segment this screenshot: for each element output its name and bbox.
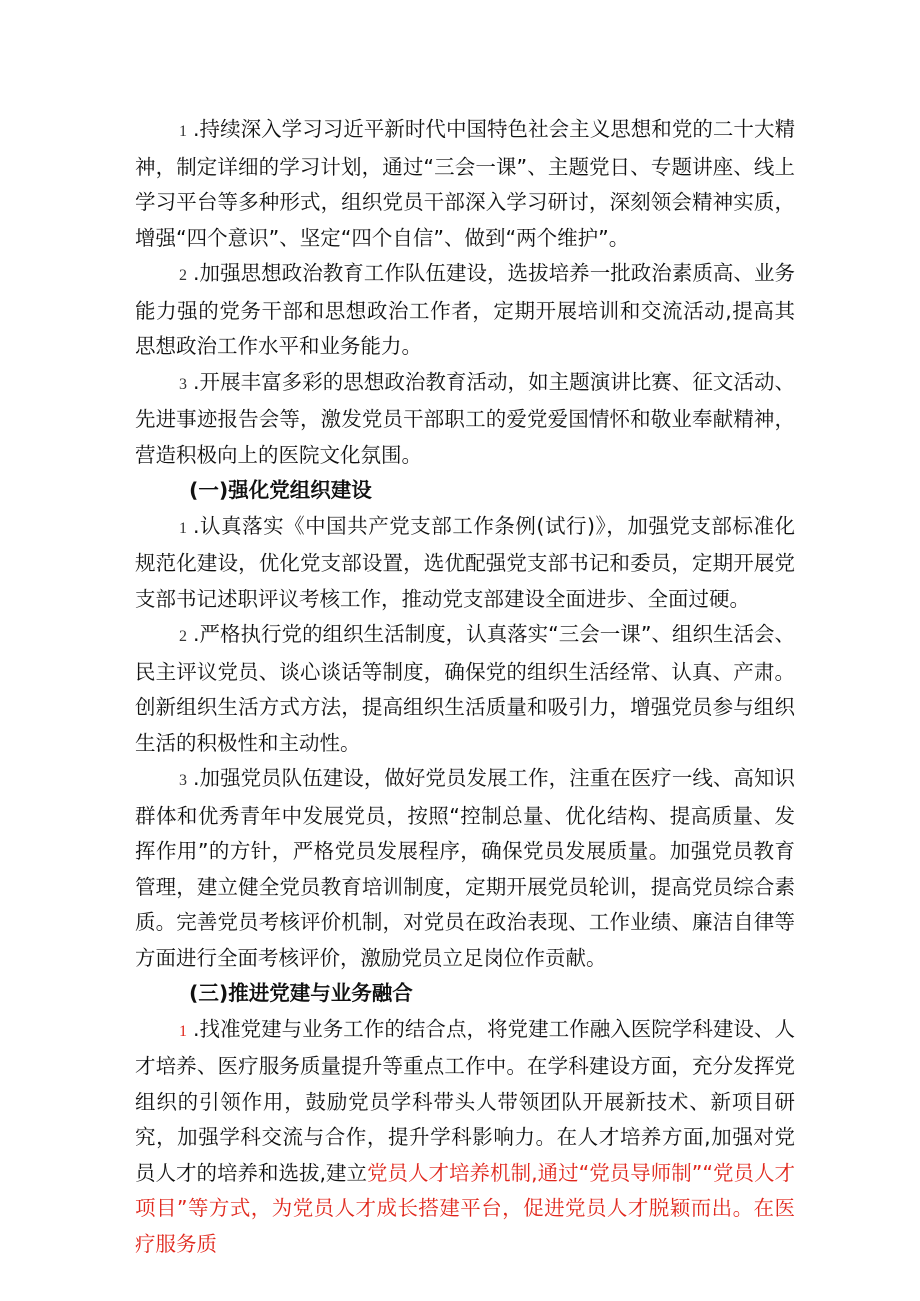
paragraph-number: 1	[179, 123, 187, 140]
highlighted-text: 党员人才培养机制,通过“党员导师制”“党员人才项目”等方式，为党员人才成长搭建平台，促进党员人才脱颖而出。在医疗服务质	[135, 1160, 795, 1256]
paragraph-text: .严格执行党的组织生活制度，认真落实“三会一课”、组织生活会、民主评议党员、谈心谈话等制度，确保党的组织生活经常、认真、产肃。创新组织生活方式方法，提高组织生活质量和吸引力，增强党员参与组织生活的积极性和主动性。	[135, 622, 795, 755]
paragraph-text: .开展丰富多彩的思想政治教育活动，如主题演讲比赛、征文活动、先进事迹报告会等，激发党员干部职工的爱党爱国情怀和敬业奉献精神，营造积极向上的医院文化氛围。	[135, 369, 795, 467]
paragraph-2-1	[135, 509, 795, 618]
section-heading-3: (三)推进党建与业务融合	[189, 981, 413, 1005]
paragraph-text: .持续深入学习习近平新时代中国特色社会主义思想和党的二十大精神，制定详细的学习计划，通过“三会一课”、主题党日、专题讲座、线上学习平台等多种形式，组织党员干部深入学习研讨，深刻领会精神实质，增强“四个意识”、坚定“四个自信”、做到“两个维护”。	[135, 117, 795, 250]
paragraph-number: 1	[179, 519, 187, 537]
paragraph-number: 1	[179, 1022, 187, 1040]
document-body	[135, 112, 795, 1262]
paragraph-number: 2	[179, 628, 187, 645]
paragraph-1-2	[135, 256, 795, 365]
paragraph-1-1	[135, 112, 795, 256]
paragraph-text: .找准党建与业务工作的结合点，将党建工作融入医院学科建设、人才培养、医疗服务质量提升等重点工作中。在学科建设方面，充分发挥党组织的引领作用，鼓励党员学科带头人带领团队开展新技术、新项目研究，加强学科交流与合作，提升学科影响力。在人才培养方面,加强对党员人才的培养和选拔,建立	[135, 1016, 795, 1185]
paragraph-1-3	[135, 365, 795, 474]
paragraph-2-2	[135, 617, 795, 761]
paragraph-3-1	[135, 1012, 795, 1263]
paragraph-text: .加强思想政治教育工作队伍建设，选拔培养一批政治素质高、业务能力强的党务干部和思想政治工作者，定期开展培训和交流活动,提高其思想政治工作水平和业务能力。	[135, 261, 795, 358]
paragraph-text: .加强党员队伍建设，做好党员发展工作，注重在医疗一线、高知识群体和优秀青年中发展党员，按照“控制总量、优化结构、提高质量、发挥作用”的方针，严格党员发展程序，确保党员发展质量。加强党员教育管理，建立健全党员教育培训制度，定期开展党员轮训，提高党员综合素质。完善党员考核评价机制，对党员在政治表现、工作业绩、廉洁自律等方面进行全面考核评价，激励党员立足岗位作贡献。	[135, 766, 795, 970]
paragraph-number: 3	[179, 375, 187, 393]
paragraph-text: .认真落实《中国共产党支部工作条例(试行)》，加强党支部标准化规范化建设，优化党支部设置，选优配强党支部书记和委员，定期开展党支部书记述职评议考核工作，推动党支部建设全面进步、全面过硬。	[135, 513, 795, 611]
paragraph-number: 2	[179, 267, 187, 284]
section-heading-1: (一)强化党组织建设	[189, 478, 372, 502]
paragraph-number: 3	[179, 772, 187, 789]
paragraph-2-3	[135, 761, 795, 976]
